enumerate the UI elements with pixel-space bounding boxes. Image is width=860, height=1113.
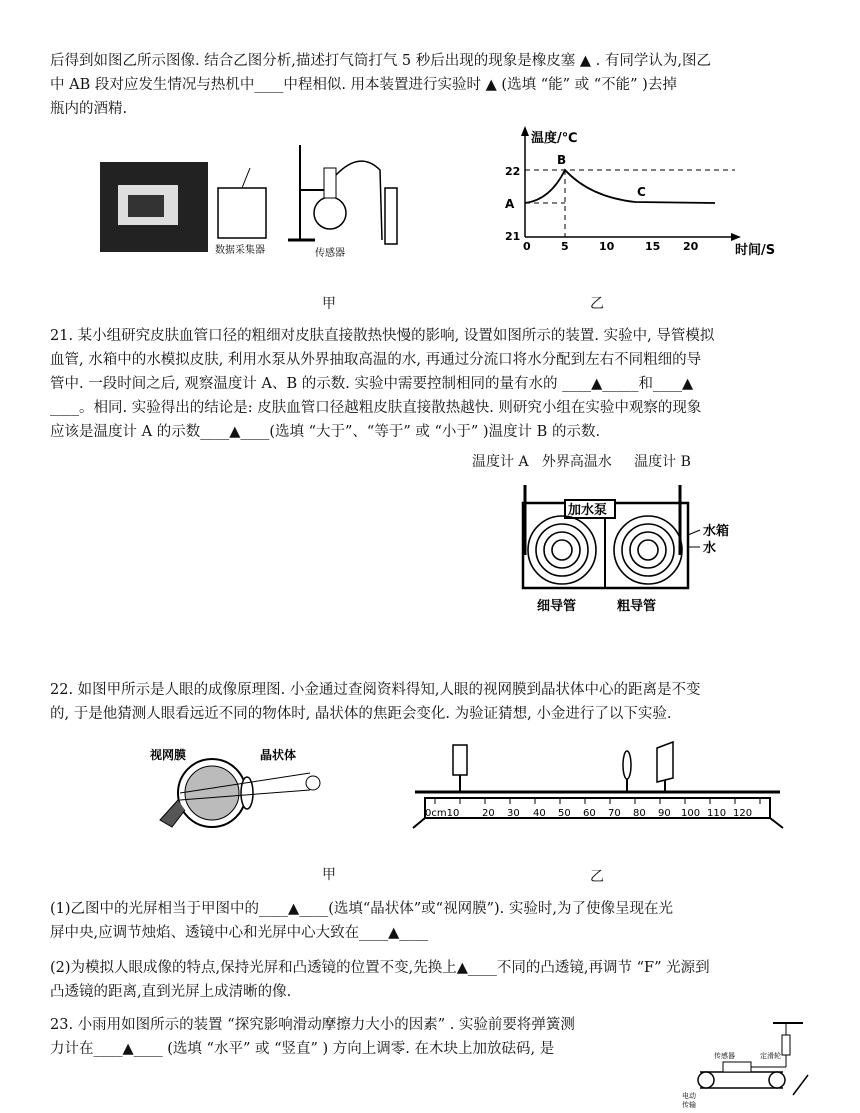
graph-xlabel: 时间/S [735, 243, 776, 258]
figure-yi-temperature-graph [495, 122, 795, 262]
figure-friction-setup [678, 1020, 818, 1110]
q21-line-3: 管中. 一段时间之后, 观察温度计 A、B 的示数. 实验中需要控制相同的量有水的 ____▲_____和____▲ [50, 376, 694, 392]
water-label: 水 [703, 541, 717, 556]
figure-water-tank [505, 485, 765, 625]
ruler-tick-110: 110 [707, 808, 727, 819]
ruler-tick-60: 60 [583, 808, 596, 819]
ruler-tick-80: 80 [633, 808, 646, 819]
ruler-tick-70: 70 [608, 808, 621, 819]
caption-yi-2: 乙 [590, 869, 604, 885]
q22-line-1: 22. 如图甲所示是人眼的成像原理图. 小金通过查阅资料得知,人眼的视网膜到晶状体中心的距离是不变 [50, 682, 701, 698]
graph-point-c: C [637, 185, 646, 199]
graph-tick-x-10: 10 [599, 240, 615, 253]
thin-tube-label: 细导管 [537, 599, 577, 614]
q22-sub2-line-1: (2)为模拟人眼成像的特点,保持光屏和凸透镜的位置不变,先换上▲____不同的凸透镜,再调节 “F” 光源到 [50, 960, 710, 976]
retina-label: 视网膜 [150, 748, 187, 762]
figure-jia-apparatus [100, 140, 410, 270]
graph-tick-x-20: 20 [683, 240, 699, 253]
graph-tick-x-15: 15 [645, 240, 661, 253]
q21-line-4: ____。相同. 实验得出的结论是: 皮肤血管口径越粗皮肤直接散热越快. 则研究小组在实验中观察的现象 [50, 400, 702, 416]
ruler-tick-40: 40 [533, 808, 546, 819]
q21-line-1: 21. 某小组研究皮肤血管口径的粗细对皮肤直接散热快慢的影响, 设置如图所示的装置. 实验中, 导管模拟 [50, 328, 715, 344]
caption-jia-1: 甲 [322, 296, 336, 312]
q21-figure-top-label: 温度计 A 外界高温水 温度计 B [472, 454, 691, 470]
q20-line-3: 瓶内的酒精. [50, 101, 128, 117]
q23-line-1: 23. 小雨用如图所示的装置 “探究影响滑动摩擦力大小的因素” . 实验前要将弹簧测 [50, 1017, 575, 1033]
q22-line-2: 的, 于是他猜测人眼看远近不同的物体时, 晶状体的焦距会变化. 为验证猜想, 小金进行了以下实验. [50, 706, 672, 722]
ruler-tick-0: 0cm10 [425, 808, 460, 819]
q22-sub1-line-1: (1)乙图中的光屏相当于甲图中的____▲____(选填“晶状体”或“视网膜”). 实验时,为了使像呈现在光 [50, 901, 673, 917]
q23-line-2: 力计在____▲____ (选填 “水平” 或 “竖直” ) 方向上调零. 在木块上加放砝码, 是 [50, 1041, 555, 1057]
lens-label: 晶状体 [260, 748, 297, 762]
friction-label-motor: 电动 [682, 1092, 696, 1100]
ruler-tick-120: 120 [733, 808, 753, 819]
pump-label: 加水泵 [568, 503, 608, 518]
q22-sub2-line-2: 凸透镜的距离,直到光屏上成清晰的像. [50, 984, 292, 1000]
caption-yi-1: 乙 [590, 296, 604, 312]
ruler-tick-100: 100 [681, 808, 701, 819]
label-sensor: 传感器 [315, 248, 345, 259]
friction-label-conveyor: 传输 [682, 1101, 696, 1109]
ruler-tick-50: 50 [558, 808, 571, 819]
friction-label-pulley: 定滑轮 [760, 1052, 781, 1060]
friction-label-sensor: 传感器 [714, 1052, 735, 1060]
q21-line-2: 血管, 水箱中的水模拟皮肤, 利用水泵从外界抽取高温的水, 再通过分流口将水分配到左右不同粗细的导 [50, 352, 702, 368]
graph-tick-y-22: 22 [505, 165, 521, 178]
figure-eye [150, 745, 340, 835]
graph-tick-x-0: 0 [523, 240, 531, 253]
q22-sub1-line-2: 屏中央,应调节烛焰、透镜中心和光屏中心大致在____▲____ [50, 925, 429, 941]
graph-tick-y-21: 21 [505, 230, 521, 243]
ruler-tick-30: 30 [507, 808, 520, 819]
ruler-tick-20: 20 [482, 808, 495, 819]
tank-label: 水箱 [703, 524, 730, 539]
ruler-tick-90: 90 [658, 808, 671, 819]
q20-line-2: 中 AB 段对应发生情况与热机中____中程相似. 用本装置进行实验时 ▲ (选填 “能” 或 “不能” )去掉 [50, 77, 677, 93]
caption-jia-2: 甲 [322, 867, 336, 883]
q20-line-1: 后得到如图乙所示图像. 结合乙图分析,描述打气筒打气 5 秒后出现的现象是橡皮塞 ▲ . 有同学认为,图乙 [50, 53, 711, 69]
label-data-collector: 数据采集器 [215, 245, 265, 256]
graph-point-b: B [557, 153, 567, 167]
graph-point-a: A [505, 197, 515, 211]
graph-ylabel: 温度/℃ [531, 131, 578, 146]
thick-tube-label: 粗导管 [617, 599, 657, 614]
graph-tick-x-5: 5 [561, 240, 569, 253]
q21-line-5: 应该是温度计 A 的示数____▲____(选填 “大于”、“等于” 或 “小于” )温度计 B 的示数. [50, 424, 601, 440]
figure-optical-bench [405, 740, 795, 830]
